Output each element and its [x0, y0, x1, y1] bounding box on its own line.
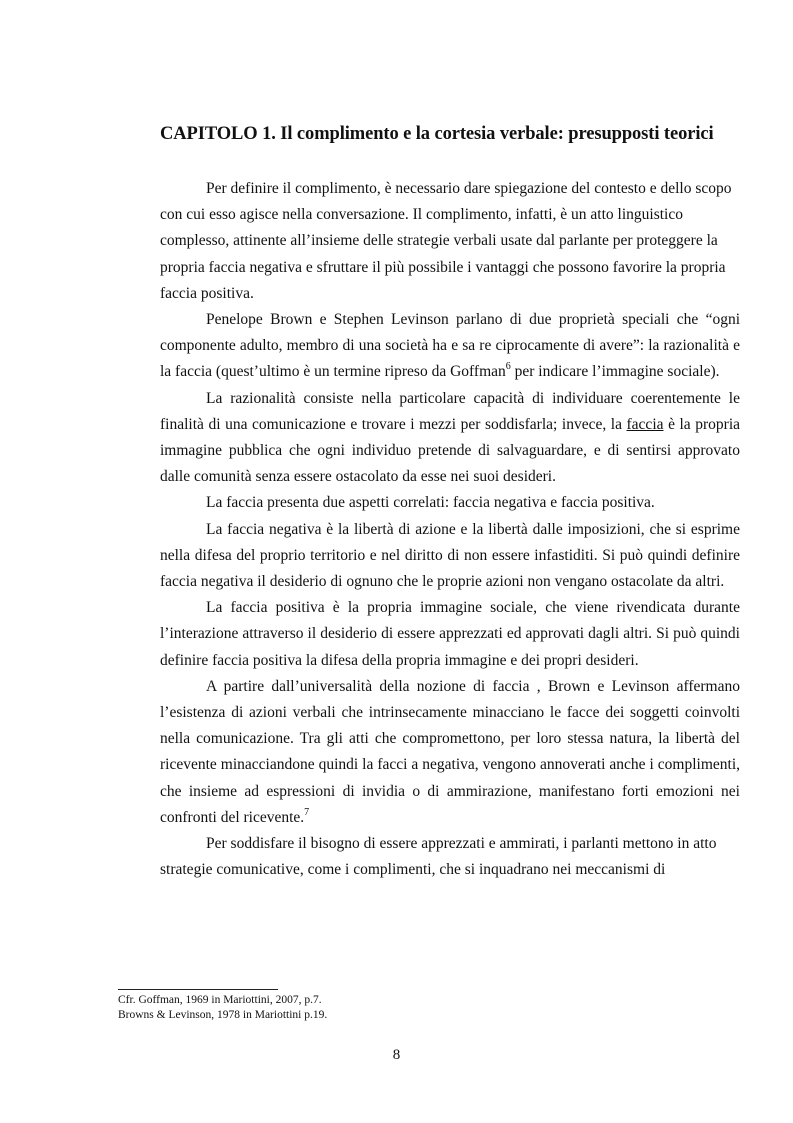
paragraph-7-text: A partire dall’universalità della nozione di faccia , Brown e Levinson affermano l’esistenza di azioni verbali che intrinsecamente minacciano le facce dei soggetti coinvolti nella comunicazione. Tra gli atti che compromettono, per loro stessa natura, la libertà del ricevente minacciandone quindi la facci a negativa, vengono annoverati anche i complimenti, che insieme ad espressioni di invidia o di ammirazione, manifestano forti emozioni nei confronti del ricevente.: [160, 677, 740, 826]
page-number: 8: [392, 1047, 401, 1063]
footnote-ref-6[interactable]: 6: [505, 361, 511, 373]
paragraph-4: La faccia presenta due aspetti correlati: faccia negativa e faccia positiva.: [206, 494, 655, 512]
footnote-7: Browns & Levinson, 1978 in Mariottini p.19.: [118, 1009, 328, 1021]
paragraph-6: La faccia positiva è la propria immagine sociale, che viene rivendicata durante l’interazione attraverso il desiderio di essere apprezzati ed approvati dagli altri. Si può quindi definire faccia positiva la difesa della propria immagine e dei propri desideri.: [160, 599, 740, 669]
chapter-title: CAPITOLO 1. Il complimento e la cortesia verbale: presupposti teorici: [160, 124, 714, 144]
footnote-ref-7[interactable]: 7: [304, 806, 310, 818]
paragraph-5: La faccia negativa è la libertà di azione e la libertà dalle imposizioni, che si esprime nella difesa del proprio territorio e nel diritto di non essere infastiditi. Si può quindi definire faccia negativa il desiderio di ognuno che le proprie azioni non vengano ostacolate da altri.: [160, 520, 740, 591]
paragraph-1: Per definire il complimento, è necessario dare spiegazione del contesto e dello scopo con cui esso agisce nella conversazione. Il complimento, infatti, è un atto linguistico complesso, attinente all’insieme delle strategie verbali usate dal parlante per proteggere la propria faccia negativa e sfruttare il più possibile i vantaggi che possono favorire la propria faccia positiva.: [160, 180, 732, 302]
paragraph-3: [160, 386, 740, 491]
paragraph-8: Per soddisfare il bisogno di essere apprezzati e ammirati, i parlanti mettono in atto strategie comunicative, come i complimenti, che si inquadrano nei meccanismi di: [160, 835, 717, 879]
footnotes: [118, 993, 327, 1023]
body-text: [160, 176, 740, 883]
paragraph-3-text: La razionalità consiste nella particolare capacità di individuare coerentemente le finalità di una comunicazione e trovare i mezzi per soddisfarla; invece, la: [160, 389, 740, 433]
footnote-divider: [118, 989, 278, 990]
faccia-term: faccia: [626, 415, 664, 433]
footnote-6: Cfr. Goffman, 1969 in Mariottini, 2007, p.7.: [118, 994, 322, 1006]
paragraph-7: [160, 674, 740, 831]
paragraph-2-text: Penelope Brown e Stephen Levinson parlano di due proprietà speciali che “ogni componente adulto, membro di una società ha e sa re ciprocamente di avere”: la razionalità e la faccia (quest’ultimo è un termine ripreso da Goffman: [160, 311, 740, 381]
paragraph-3-tail: è la propria immagine pubblica che ogni individuo pretende di salvaguardare, e di sentirsi approvato dalle comunità senza essere ostacolato da esse nei suoi desideri.: [160, 415, 741, 486]
paragraph-2: [160, 307, 740, 386]
paragraph-2-tail: per indicare l’immagine sociale).: [510, 363, 720, 381]
